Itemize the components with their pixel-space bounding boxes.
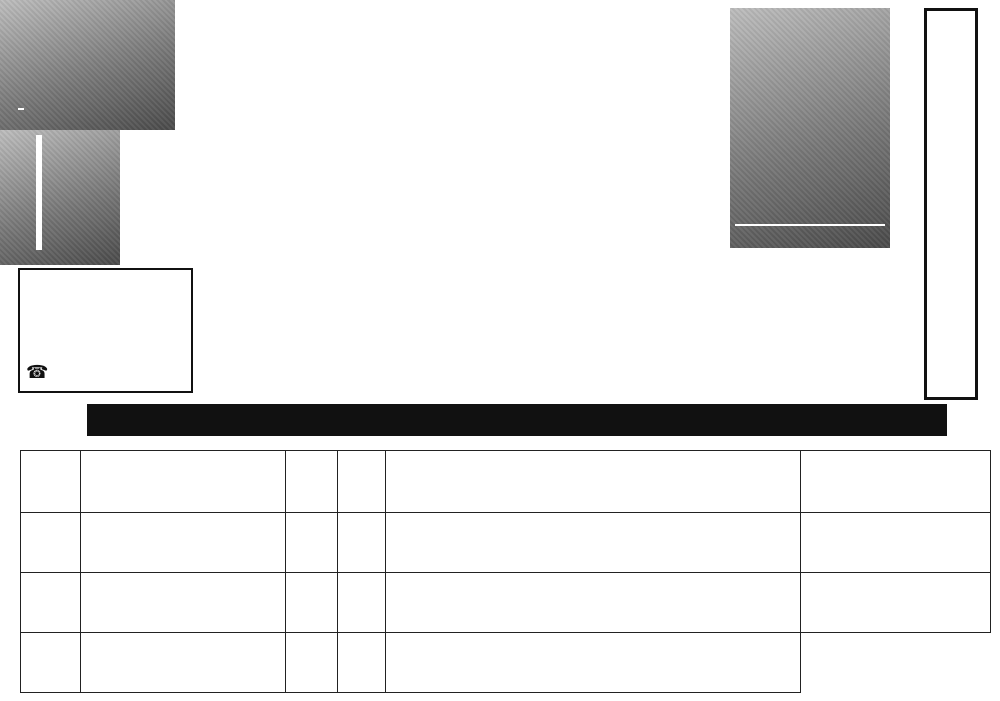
photo-caption-sawara <box>18 108 24 110</box>
listing-report <box>386 573 801 633</box>
listing-area <box>21 513 81 573</box>
photo-yellowtail <box>0 130 120 265</box>
listing-area <box>21 573 81 633</box>
headline-location <box>893 12 919 122</box>
boat-listings-table <box>20 450 991 693</box>
table-row <box>21 633 991 693</box>
listing-extra <box>801 513 991 573</box>
listing-ship <box>81 513 286 573</box>
article-column <box>245 262 305 397</box>
listing-report <box>386 633 801 693</box>
article-column <box>640 262 725 400</box>
listing-extra <box>801 451 991 513</box>
ship-name <box>120 636 132 656</box>
article-column <box>220 8 395 108</box>
listing-ship <box>81 573 286 633</box>
article-signature <box>205 262 245 397</box>
headline-main <box>924 8 978 400</box>
table-row <box>21 451 991 513</box>
article-column <box>235 135 305 260</box>
listing-fish <box>338 451 386 513</box>
article-column <box>545 262 640 400</box>
article-column <box>415 262 545 400</box>
summary-banner <box>87 404 947 436</box>
listing-report <box>386 513 801 573</box>
listing-fish <box>338 513 386 573</box>
article-column <box>815 262 895 400</box>
photo-caption-hamachi <box>36 135 42 250</box>
article-column <box>725 262 815 400</box>
listing-ship <box>81 451 286 513</box>
listing-area <box>21 633 81 693</box>
listing-kind <box>286 573 338 633</box>
listing-area <box>21 451 81 513</box>
article-column <box>395 140 535 260</box>
listing-fish <box>338 573 386 633</box>
listing-kind <box>286 633 338 693</box>
photo-angler-with-squid <box>730 8 890 248</box>
table-row <box>21 573 991 633</box>
inn-info-box <box>18 268 193 393</box>
article-column <box>180 8 220 128</box>
table-row <box>21 513 991 573</box>
phone-icon: ☎ <box>26 362 49 383</box>
article-column <box>538 140 718 250</box>
inn-info-label <box>26 268 42 270</box>
article-column <box>395 8 565 138</box>
listing-report <box>386 451 801 513</box>
listing-kind <box>286 513 338 573</box>
article-column <box>310 275 415 400</box>
listing-fish <box>338 633 386 693</box>
listing-kind <box>286 451 338 513</box>
photo-caption-squid <box>735 224 885 226</box>
photo-spanish-mackerel <box>0 0 175 130</box>
listing-extra <box>801 573 991 633</box>
listing-ship <box>81 633 286 693</box>
article-column <box>305 135 400 260</box>
